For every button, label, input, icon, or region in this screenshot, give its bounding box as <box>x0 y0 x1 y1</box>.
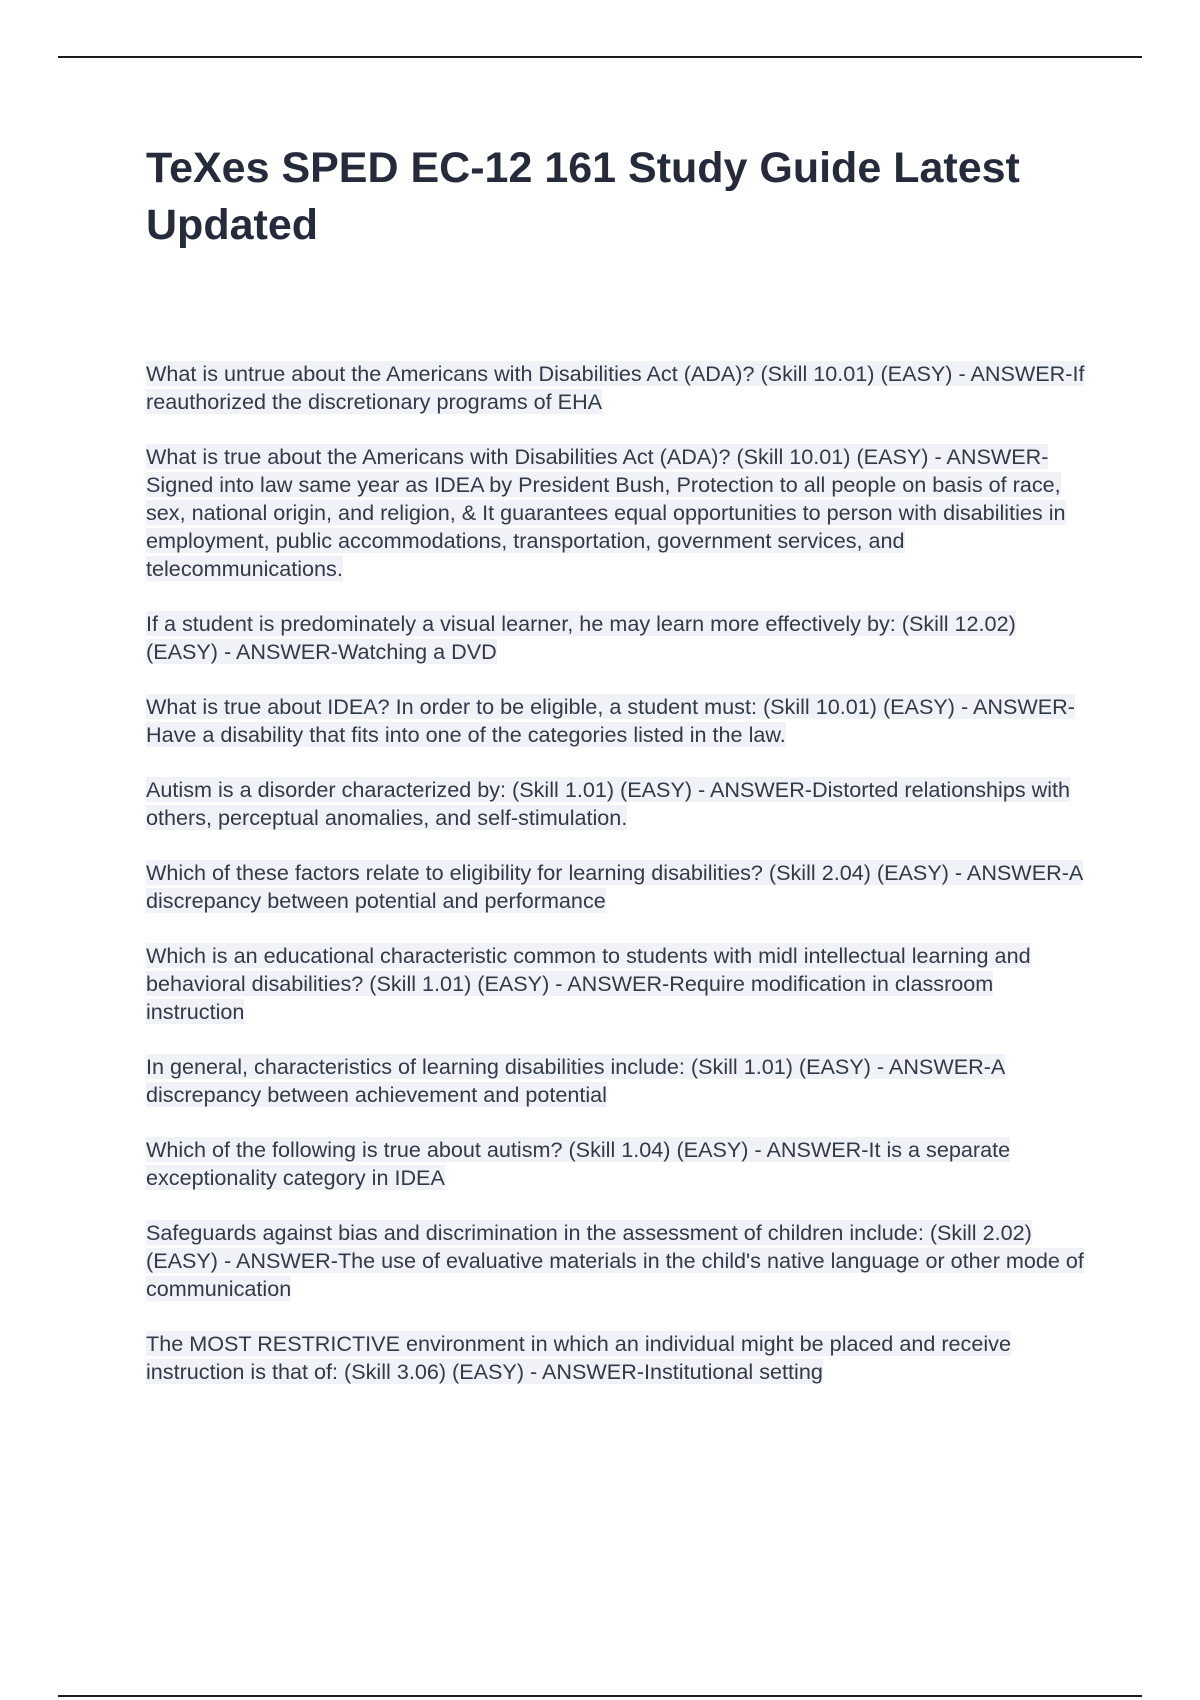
qa-item <box>146 859 1086 915</box>
document-title: TeXes SPED EC-12 161 Study Guide Latest Updated <box>146 144 1020 249</box>
document-body <box>146 140 1086 1413</box>
qa-item <box>146 942 1086 1026</box>
qa-item <box>146 1053 1086 1109</box>
top-divider <box>58 56 1142 58</box>
qa-item <box>146 1330 1086 1386</box>
qa-text: If a student is predominately a visual learner, he may learn more effectively by: (Skill 12.02) (EASY) - ANSWER-Watching a DVD <box>146 611 1016 664</box>
bottom-divider <box>58 1695 1142 1697</box>
qa-text: Which of the following is true about autism? (Skill 1.04) (EASY) - ANSWER-It is a separate exceptionality category in IDEA <box>146 1137 1011 1190</box>
qa-item <box>146 360 1086 416</box>
qa-item <box>146 776 1086 832</box>
qa-item <box>146 1219 1086 1303</box>
qa-item <box>146 693 1086 749</box>
qa-text: The MOST RESTRICTIVE environment in which an individual might be placed and receive instruction is that of: (Skill 3.06) (EASY) - ANSWER-Institutional setting <box>146 1331 1011 1384</box>
qa-text: Autism is a disorder characterized by: (Skill 1.01) (EASY) - ANSWER-Distorted relationships with others, perceptual anomalies, and self-stimulation. <box>146 777 1071 830</box>
qa-text: Which is an educational characteristic common to students with midl intellectual learning and behavioral disabilities? (Skill 1.01) (EASY) - ANSWER-Require modification in classroom instruction <box>146 943 1031 1024</box>
qa-text: In general, characteristics of learning disabilities include: (Skill 1.01) (EASY) - ANSWER-A discrepancy between achievement and potential <box>146 1054 1006 1107</box>
qa-item <box>146 443 1086 583</box>
qa-text: What is true about IDEA? In order to be eligible, a student must: (Skill 10.01) (EASY) - ANSWER-Have a disability that fits into one of the categories listed in the law. <box>146 694 1075 747</box>
qa-text: What is untrue about the Americans with Disabilities Act (ADA)? (Skill 10.01) (EASY) - ANSWER-If reauthorized the discretionary programs of EHA <box>146 361 1085 414</box>
qa-text: What is true about the Americans with Disabilities Act (ADA)? (Skill 10.01) (EASY) - ANSWER-Signed into law same year as IDEA by President Bush, Protection to all people on basis of race, sex, national origin, and religion, & It guarantees equal opportunities to person with disabilities in employment, public accommodations, transportation, government services, and telecommunications. <box>146 444 1066 581</box>
qa-text: Which of these factors relate to eligibility for learning disabilities? (Skill 2.04) (EASY) - ANSWER-A discrepancy between potential and performance <box>146 860 1084 913</box>
qa-list <box>146 360 1086 1386</box>
qa-item <box>146 610 1086 666</box>
qa-text: Safeguards against bias and discrimination in the assessment of children include: (Skill 2.02) (EASY) - ANSWER-The use of evaluative materials in the child's native language or other mode of communication <box>146 1220 1084 1301</box>
qa-item <box>146 1136 1086 1192</box>
